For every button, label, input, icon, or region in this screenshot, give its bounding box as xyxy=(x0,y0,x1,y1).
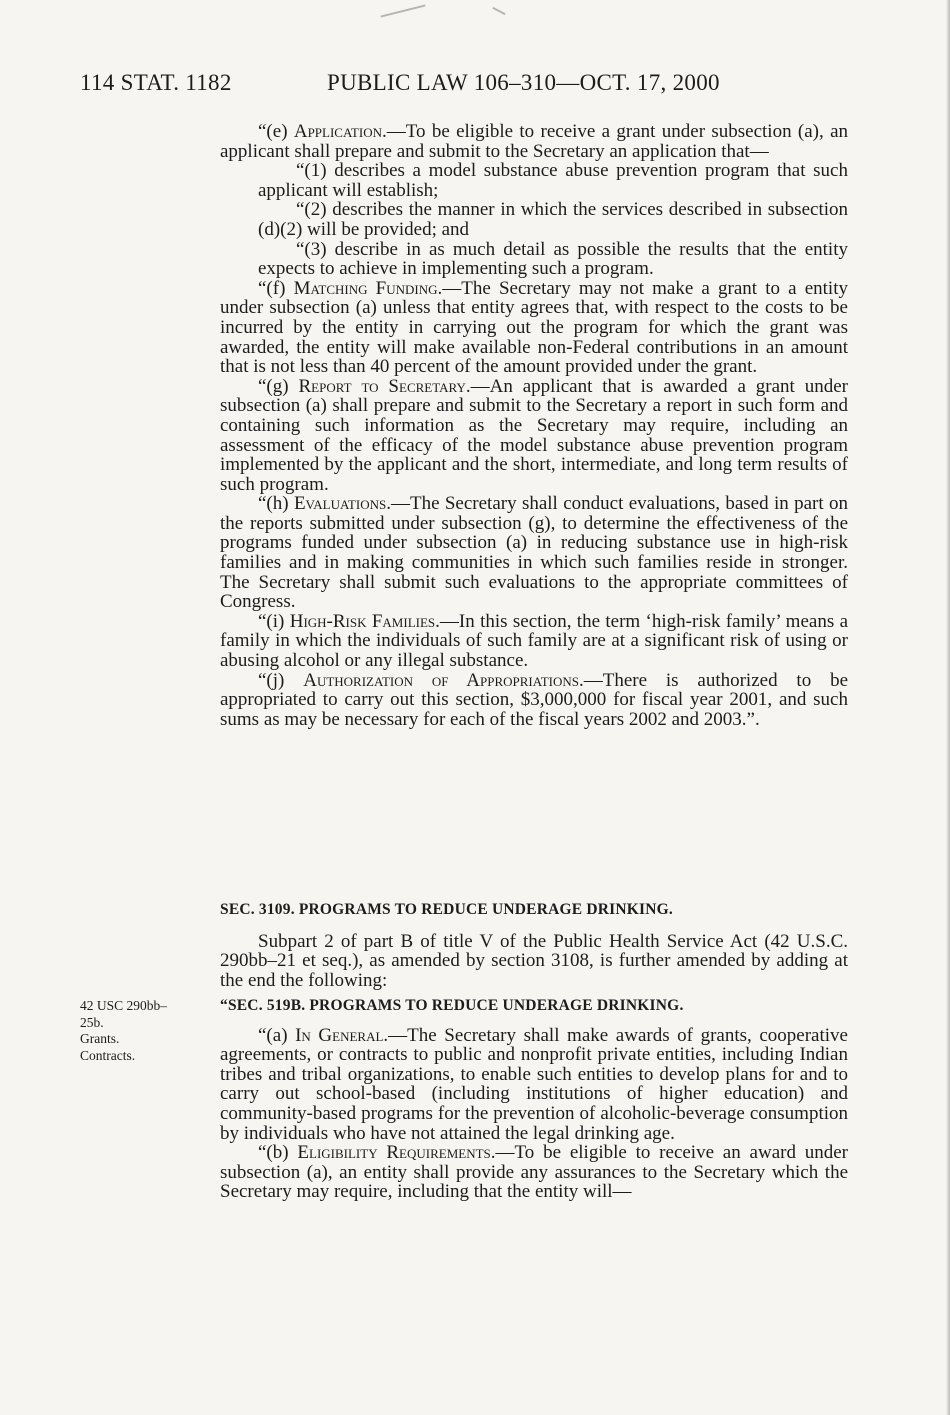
page-edge-shadow xyxy=(946,0,950,1415)
paragraph-e3: “(3) describe in as much detail as possible the results that the entity expects to achieve in implementing such a program. xyxy=(258,238,848,280)
page-reference: 114 STAT. 1182 xyxy=(80,70,232,95)
subsection-a: “(a) In General.—The Secretary shall make awards of grants, cooperative agreements, or contracts to public and nonprofit private entities, including Indian tribes and tribal organizations, to enable such entities to develop plans for and to carry out school-based (including institutions of higher education) and community-based programs for the prevention of alcoholic-beverage consumption by individuals who have not attained the legal drinking age. xyxy=(220,1024,848,1144)
scan-artifact xyxy=(380,4,425,17)
subsection-a-heading: In General. xyxy=(295,1024,389,1046)
subsection-j: “(j) Authorization of Appropriations.—There is authorized to be appropriated to carry out this section, $3,000,000 for fiscal year 2001, and such sums as may be necessary for each of the fiscal years 2002 and 2003.”. xyxy=(220,669,848,730)
scan-artifact xyxy=(492,7,505,15)
margin-citation-cont: 25b. xyxy=(80,1014,104,1030)
subsection-b: “(b) Eligibility Requirements.—To be eligible to receive an award under subsection (a), an entity shall provide any assurances to the Secretary which the Secretary may require, including that the entity will— xyxy=(220,1142,849,1203)
subsection-h-heading: Evaluations. xyxy=(293,493,391,515)
paragraph-e1: “(1) describes a model substance abuse prevention program that such applicant will establish; xyxy=(258,160,848,201)
section-3109-heading: SEC. 3109. PROGRAMS TO REDUCE UNDERAGE DRINKING. xyxy=(220,901,673,918)
subsection-j-heading: Authorization of Appropriations. xyxy=(303,669,584,691)
running-header xyxy=(80,70,720,96)
subsection-f: “(f) Matching Funding.—The Secretary may not make a grant to a entity under subsection (a) unless that entity agrees that, with respect to the costs to be incurred by the entity in carrying out the program for which the grant was awarded, the entity will make available non-Federal contributions in an amount that is not less than 40 percent of the amount provided under the grant. xyxy=(220,277,848,378)
subsection-i: “(i) High-Risk Families.—In this section, the term ‘high-risk family’ means a family in which the individuals of such family are at a significant risk of using or abusing alcohol or any illegal substance. xyxy=(220,610,848,672)
section-3109-text: Subpart 2 of part B of title V of the Public Health Service Act (42 U.S.C. 290bb–21 et seq.), as amended by section 3108, is further amended by adding at the end the following: xyxy=(220,930,848,991)
body-column-top xyxy=(220,122,848,729)
body-column-sec3109 xyxy=(220,900,848,990)
margin-note xyxy=(80,998,167,1064)
section-519b-heading: “SEC. 519B. PROGRAMS TO REDUCE UNDERAGE DRINKING. xyxy=(220,997,684,1014)
margin-tag-grants: Grants. xyxy=(80,1031,120,1046)
margin-citation: 42 USC 290bb– xyxy=(80,998,168,1013)
subsection-b-heading: Eligibility Requirements. xyxy=(297,1142,496,1164)
subsection-f-heading: Matching Funding. xyxy=(293,277,443,299)
subsection-i-heading: High-Risk Families. xyxy=(289,610,440,632)
law-title: PUBLIC LAW 106–310—OCT. 17, 2000 xyxy=(327,70,720,95)
subsection-g-heading: Report to Secretary. xyxy=(298,375,471,397)
subsection-e: “(e) Application.—To be eligible to receive a grant under subsection (a), an applicant shall prepare and submit to the Secretary an application that— xyxy=(220,121,848,162)
body-column-sec519b xyxy=(220,996,848,1202)
margin-tag-contracts: Contracts. xyxy=(80,1047,136,1063)
subsection-g: “(g) Report to Secretary.—An applicant that is awarded a grant under subsection (a) shall prepare and submit to the Secretary a report in such form and containing such information as the Secretary may require, including an assessment of the efficacy of the model substance abuse prevention program implemented by the applicant and the short, intermediate, and long term results of such program. xyxy=(220,375,848,495)
subsection-e-heading: Application. xyxy=(293,121,387,142)
paragraph-e2: “(2) describes the manner in which the services described in subsection (d)(2) will be provided; and xyxy=(258,199,848,240)
subsection-h: “(h) Evaluations.—The Secretary shall conduct evaluations, based in part on the reports submitted under subsection (g), to determine the effectiveness of the programs funded under subsection (a) in reducing substance use in high-risk families and in making communities in which such families reside in stronger. The Secretary shall submit such evaluations to the appropriate committees of Congress. xyxy=(220,493,848,613)
